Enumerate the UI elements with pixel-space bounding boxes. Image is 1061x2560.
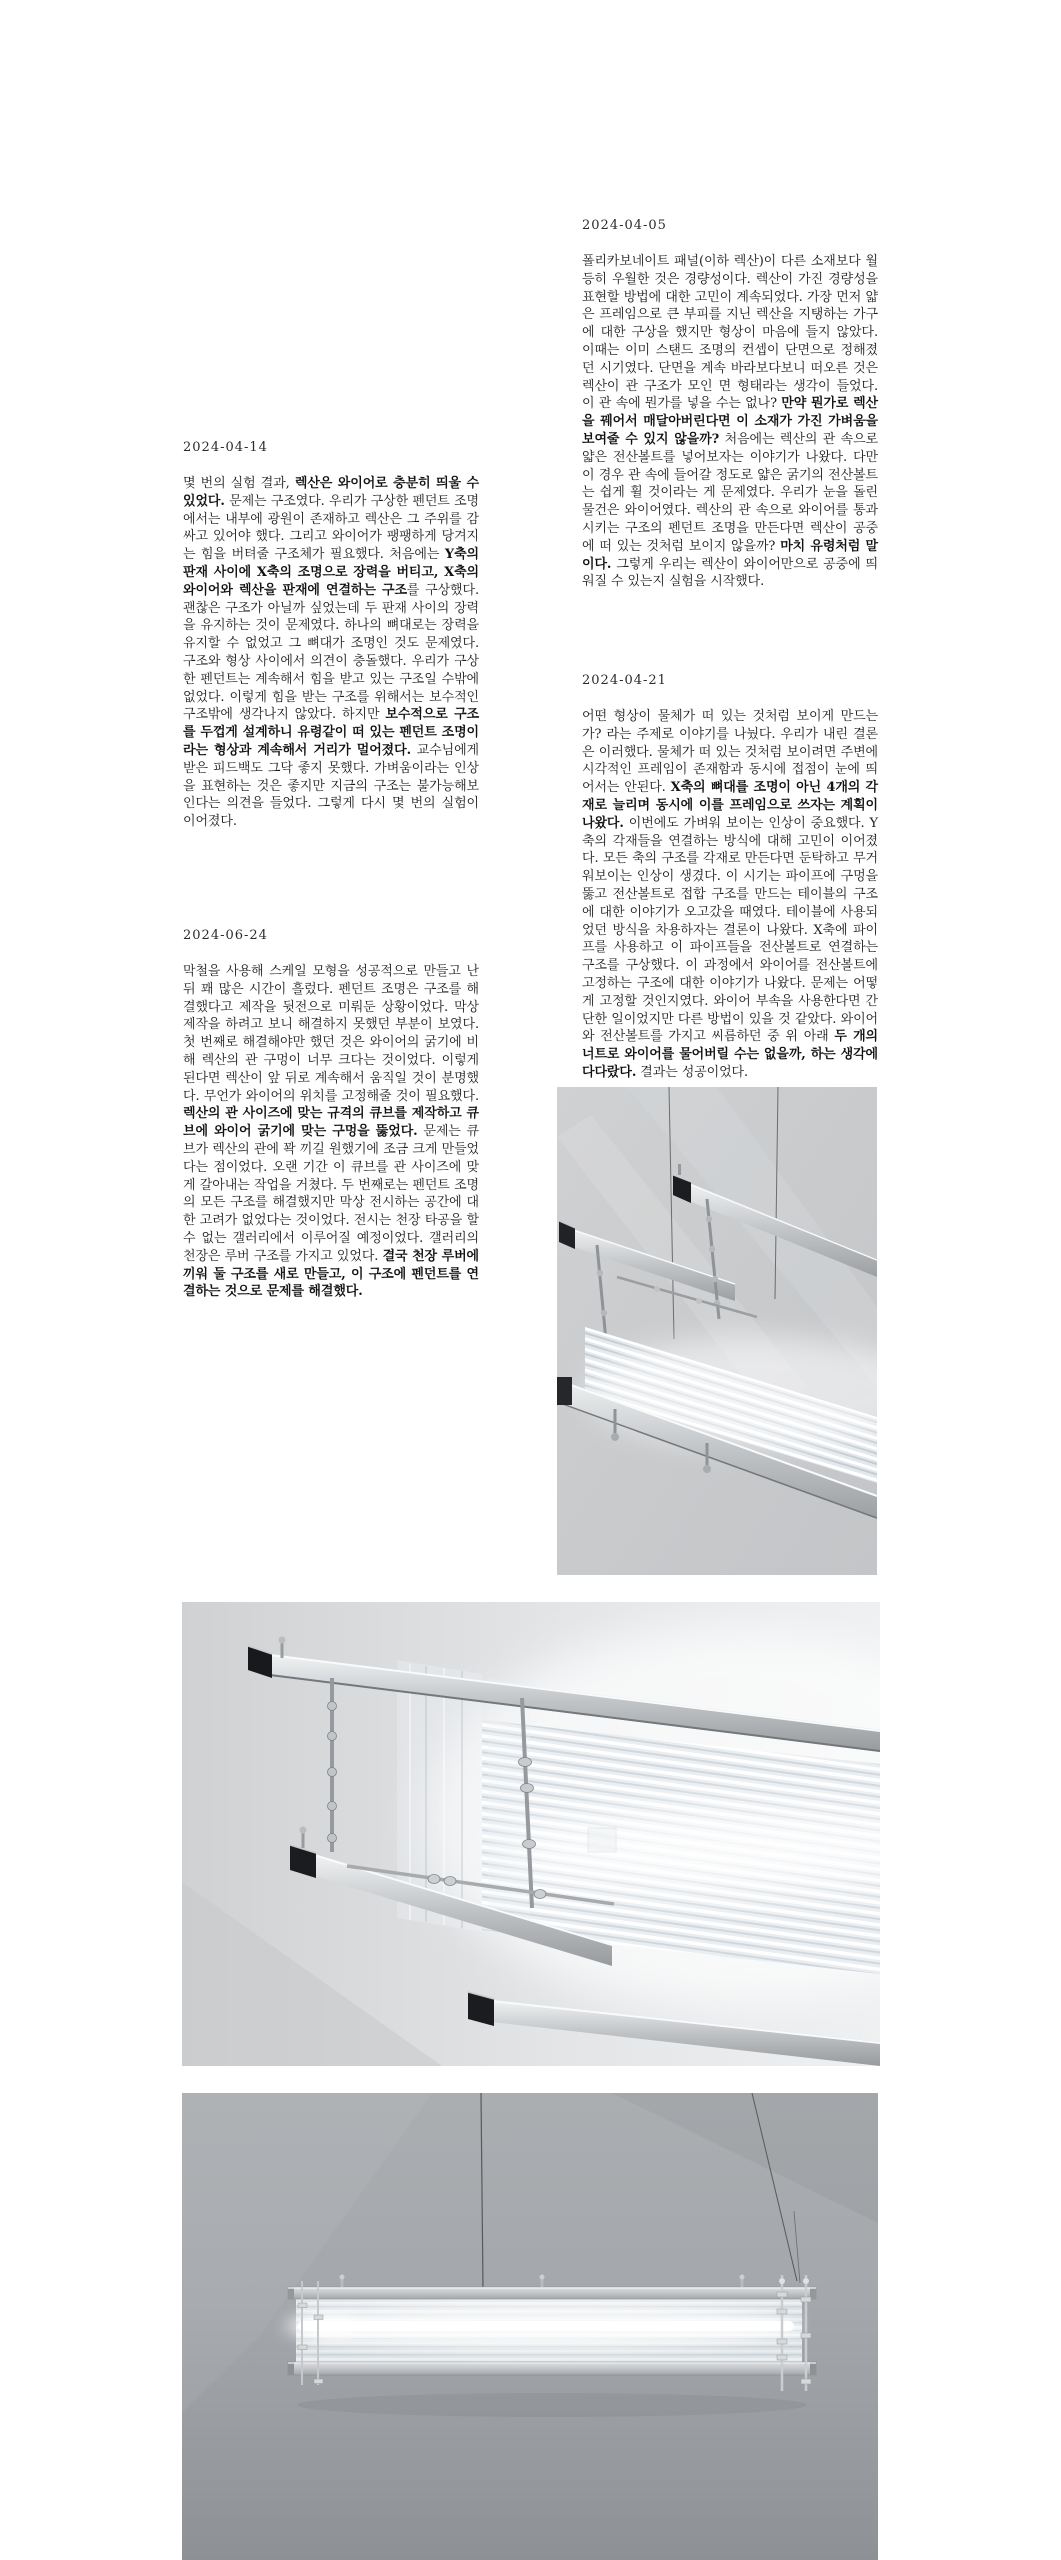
entry-date: 2024-04-05 [582, 218, 667, 233]
entry-paragraph: 어떤 형상이 물체가 떠 있는 것처럼 보이게 만드는가? 라는 주제로 이야기를 나눴다. 우리가 내린 결론은 이러했다. 물체가 떠 있는 것처럼 보이려면 주변에 시각적인 프레임이 존재함과 동시에 접점이 눈에 띄어서는 안된다. X축의 뼈대를 조명이 아닌 4개의 각재로 늘리며 동시에 이를 프레임으로 쓰자는 계획이 나왔다. 이번에도 가벼워 보이는 인상이 중요했다. Y축의 각재들을 연결하는 방식에 대해 고민이 이어졌다. 모든 축의 구조를 각재로 만든다면 둔탁하고 무거워보이는 인상이 생겼다. 이 시기는 파이프에 구멍을 뚫고 전산볼트로 접합 구조를 만드는 테이블의 구조에 대한 이야기가 오고갔을 때였다. 테이블에 사용되었던 방식을 차용하자는 결론이 나왔다. X축에 파이프를 사용하고 이 파이프들을 전산볼트로 연결하는 구조를 구상했다. 이 과정에서 와이어를 전산볼트에 고정하는 구조에 대한 이야기가 나왔다. 문제는 어떻게 고정할 것인지였다. 와이어 부속을 사용한다면 간단한 일이었지만 다른 방법이 있을 것 같았다. 와이어와 전산볼트를 가지고 씨름하던 중 위 아래 두 개의 너트로 와이어를 물어버릴 수는 없을까, 하는 생각에 다다랐다. 결과는 성공이었다. [582, 709, 878, 1080]
pendant-lamp-installed-photo [182, 2093, 878, 2560]
top-bar [288, 2287, 816, 2299]
entry-paragraph: 몇 번의 실험 결과, 렉산은 와이어로 충분히 띄울 수 있었다. 문제는 구조였다. 우리가 구상한 펜던트 조명에서는 내부에 광원이 존재하고 렉산은 그 주위를 감싸고 있어야 했다. 그리고 와이어가 팽팽하게 당겨지는 힘을 버텨줄 구조체가 필요했다. 처음에는 Y축의 판재 사이에 X축의 조명으로 장력을 버티고, X축의 와이어와 렉산을 판재에 연결하는 구조를 구상했다. 괜찮은 구조가 아닐까 싶었는데 두 판재 사이의 장력을 유지하는 것이 문제였다. 하나의 뼈대로는 장력을 유지할 수 없었고 그 뼈대가 조명인 것도 문제였다. 구조와 형상 사이에서 의견이 충돌했다. 우리가 구상한 펜던트는 계속해서 힘을 받고 있는 구조일 수밖에 없었다. 이렇게 힘을 받는 구조를 위해서는 보수적인 구조밖에 생각나지 않았다. 하지만 보수적으로 구조를 두껍게 설계하니 유령같이 떠 있는 펜던트 조명이라는 형상과 계속해서 거리가 멀어졌다. 교수님에게 받은 피드백도 그닥 좋지 못했다. 가벼움이라는 인상을 표현하는 것은 좋지만 지금의 구조는 불가능해보인다는 의견을 들었다. 그렇게 다시 몇 번의 실험이 이어졌다. [183, 476, 479, 830]
pendant-lamp-detail-photo [557, 1087, 877, 1575]
pendant-fixture [284, 2275, 816, 2392]
pendant-lamp-closeup-photo [182, 1602, 880, 2066]
entry-paragraph: 막철을 사용해 스케일 모형을 성공적으로 만들고 난 뒤 꽤 많은 시간이 흘렀다. 펜던트 조명은 구조를 해결했다고 제작을 뒷전으로 미뤄둔 상황이었다. 막상 제작을 하려고 보니 해결하지 못했던 부분이 보였다. 첫 번째로 해결해야만 했던 것은 와이어의 굵기에 비해 렉산의 관 구멍이 너무 크다는 것이었다. 이렇게 된다면 렉산이 앞 뒤로 계속해서 움직일 것이 분명했다. 무언가 와이어의 위치를 고정해줄 것이 필요했다. 렉산의 관 사이즈에 맞는 규격의 큐브를 제작하고 큐브에 와이어 굵기에 맞는 구멍을 뚫었다. 문제는 큐브가 렉산의 관에 꽉 끼길 원했기에 조금 크게 만들었다는 점이었다. 오랜 기간 이 큐브를 관 사이즈에 맞게 갈아내는 작업을 거쳤다. 두 번째로는 펜던트 조명의 모든 구조를 해결했지만 막상 전시하는 공간에 대한 고려가 없었다는 것이었다. 전시는 천장 타공을 할 수 없는 갤러리에서 이루어질 예정이었다. 갤러리의 천장은 루버 구조를 가지고 있었다. 결국 천장 루버에 끼워 둘 구조를 새로 만들고, 이 구조에 펜던트를 연결하는 것으로 문제를 해결했다. [183, 964, 479, 1300]
journal-entry-2024-04-05 [582, 218, 878, 591]
entry-date: 2024-04-21 [582, 673, 667, 688]
entry-date: 2024-06-24 [183, 928, 268, 943]
journal-entry-2024-04-14 [183, 440, 479, 831]
bottom-bar [288, 2362, 816, 2375]
journal-entry-2024-06-24 [183, 928, 479, 1301]
entry-date: 2024-04-14 [183, 440, 268, 455]
entry-paragraph: 폴리카보네이트 패널(이하 렉산)이 다른 소재보다 월등히 우월한 것은 경량성이다. 렉산이 가진 경량성을 표현할 방법에 대한 고민이 계속되었다. 가장 먼저 얇은 프레임으로 큰 부피를 지닌 렉산을 지탱하는 가구에 대한 구상을 했지만 형상이 마음에 들지 않았다. 이때는 이미 스탠드 조명의 컨셉이 단면으로 정해졌던 시기였다. 단면을 계속 바라보다보니 떠오른 것은 렉산이 관 구조가 모인 면 형태라는 생각이 들었다. 이 관 속에 뭔가를 넣을 수는 없나? 만약 뭔가로 렉산을 꿰어서 매달아버린다면 이 소재가 가진 가벼움을 보여줄 수 있지 않을까? 처음에는 렉산의 관 속으로 얇은 전산볼트를 넣어보자는 이야기가 나왔다. 다만 이 경우 관 속에 들어갈 정도로 얇은 굵기의 전산볼트는 쉽게 휠 것이라는 게 문제였다. 우리가 눈을 돌린 물건은 와이어였다. 렉산의 관 속으로 와이어를 통과시키는 구조의 펜던트 조명을 만든다면 렉산이 공중에 떠 있는 것처럼 보이지 않을까? 마치 유령처럼 말이다. 그렇게 우리는 렉산이 와이어만으로 공중에 띄워질 수 있는지 실험을 시작했다. [582, 254, 879, 590]
journal-entry-2024-04-21 [582, 673, 878, 1082]
glowing-tube [284, 2302, 800, 2350]
